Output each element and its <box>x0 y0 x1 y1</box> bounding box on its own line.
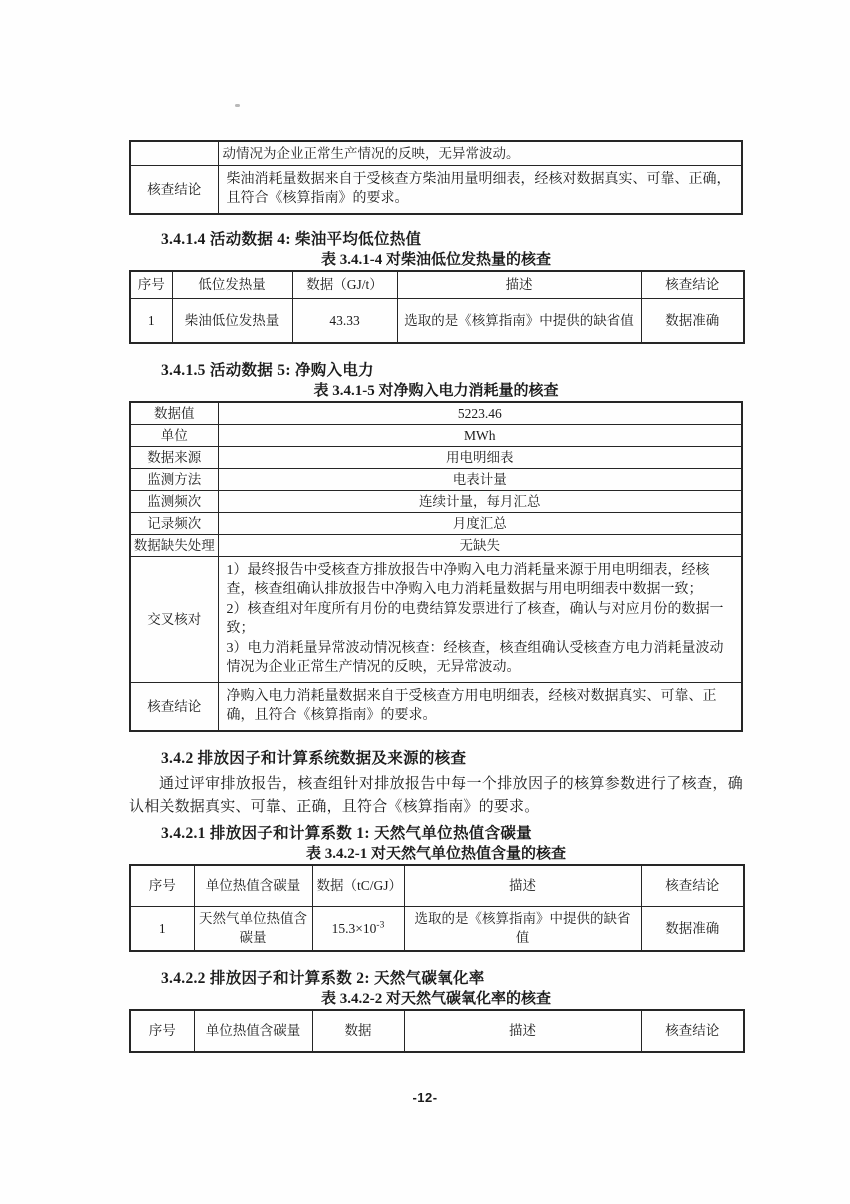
row-value-cell: 无缺失 <box>218 534 742 556</box>
row-value-cell: MWh <box>218 424 742 446</box>
table-cell: 43.33 <box>292 299 397 343</box>
row-value-cell: 电表计量 <box>218 468 742 490</box>
value-base: 15.3×10 <box>331 920 377 936</box>
table-cell: 柴油低位发热量 <box>172 299 292 343</box>
header-cell: 单位热值含碳量 <box>194 865 312 907</box>
table-cell: 1 <box>130 907 194 951</box>
table-row <box>130 424 742 446</box>
diesel-conclusion-table <box>129 140 743 215</box>
header-cell: 数据（tC/GJ） <box>312 865 404 907</box>
header-cell: 核查结论 <box>641 271 744 299</box>
section-heading-3.4.1.4: 3.4.1.4 活动数据 4: 柴油平均低位热值 <box>161 230 422 248</box>
table-row <box>130 534 742 556</box>
table-cell: 柴油消耗量数据来自于受核查方柴油用量明细表，经核对数据真实、可靠、正确，且符合《核算指南》的要求。 <box>218 165 742 214</box>
header-cell: 序号 <box>130 1010 194 1052</box>
table-row-cross-check <box>130 556 742 682</box>
header-cell: 核查结论 <box>641 1010 744 1052</box>
page-number: -12- <box>412 1090 438 1105</box>
header-cell: 描述 <box>397 271 641 299</box>
header-cell: 描述 <box>404 1010 641 1052</box>
header-cell: 单位热值含碳量 <box>194 1010 312 1052</box>
table-header-row <box>130 271 744 299</box>
section-paragraph: 通过评审排放报告，核查组针对排放报告中每一个排放因子的核算参数进行了核查，确认相关数据真实、可靠、正确，且符合《核算指南》的要求。 <box>129 775 743 815</box>
table-row <box>130 468 742 490</box>
electricity-table <box>129 401 743 732</box>
row-label-cell: 数据来源 <box>130 446 218 468</box>
row-value-cell: 净购入电力消耗量数据来自于受核查方用电明细表，经核对数据真实、可靠、正确，且符合《核算指南》的要求。 <box>218 682 742 731</box>
row-value-cell: 连续计量，每月汇总 <box>218 490 742 512</box>
table-row <box>130 402 742 425</box>
row-value-cell <box>218 556 742 682</box>
header-cell: 描述 <box>404 865 641 907</box>
row-value-cell: 用电明细表 <box>218 446 742 468</box>
row-label-cell: 监测方法 <box>130 468 218 490</box>
row-label-cell: 单位 <box>130 424 218 446</box>
table-cell <box>312 907 404 951</box>
cross-check-line: 3）电力消耗量异常波动情况核查：经核查，核查组确认受核查方电力消耗量波动情况为企业正常生产情况的反映，无异常波动。 <box>226 640 724 675</box>
table-row <box>130 490 742 512</box>
ng-oxidation-rate-table <box>129 1009 745 1053</box>
scan-speck <box>235 104 240 107</box>
page-content <box>129 140 743 1053</box>
row-label-cell: 数据缺失处理 <box>130 534 218 556</box>
table-title-3.4.1-5: 表 3.4.1-5 对净购入电力消耗量的核查 <box>313 382 559 399</box>
header-cell: 数据（GJ/t） <box>292 271 397 299</box>
table-title-3.4.2-2: 表 3.4.2-2 对天然气碳氧化率的核查 <box>321 990 551 1007</box>
table-row <box>130 299 744 343</box>
header-cell: 序号 <box>130 865 194 907</box>
header-cell: 序号 <box>130 271 172 299</box>
row-label-cell: 交叉核对 <box>130 556 218 682</box>
table-header-row <box>130 865 744 907</box>
row-label-cell: 记录频次 <box>130 512 218 534</box>
table-row <box>130 446 742 468</box>
table-row <box>130 165 742 214</box>
row-label-cell <box>130 141 218 165</box>
header-cell: 低位发热量 <box>172 271 292 299</box>
row-value-cell: 5223.46 <box>218 402 742 425</box>
row-value-cell: 月度汇总 <box>218 512 742 534</box>
table-cell: 选取的是《核算指南》中提供的缺省值 <box>397 299 641 343</box>
row-label-cell: 核查结论 <box>130 682 218 731</box>
table-cell: 天然气单位热值含碳量 <box>194 907 312 951</box>
table-header-row <box>130 1010 744 1052</box>
section-heading-3.4.2.2: 3.4.2.2 排放因子和计算系数 2: 天然气碳氧化率 <box>161 969 485 987</box>
table-cell: 数据准确 <box>641 299 744 343</box>
table-cell: 选取的是《核算指南》中提供的缺省值 <box>404 907 641 951</box>
section-heading-3.4.1.5: 3.4.1.5 活动数据 5: 净购入电力 <box>161 361 374 379</box>
header-cell: 核查结论 <box>641 865 744 907</box>
cross-check-line: 2）核查组对年度所有月份的电费结算发票进行了核查，确认与对应月份的数据一致； <box>226 601 724 636</box>
table-row <box>130 141 742 165</box>
table-row-conclusion <box>130 682 742 731</box>
ng-carbon-content-table <box>129 864 745 952</box>
cross-check-line: 1）最终报告中受核查方排放报告中净购入电力消耗量来源于用电明细表，经核查，核查组确认排放报告中净购入电力消耗量数据与用电明细表中数据一致； <box>226 562 710 597</box>
row-label-cell: 监测频次 <box>130 490 218 512</box>
section-heading-3.4.2.1: 3.4.2.1 排放因子和计算系数 1: 天然气单位热值含碳量 <box>161 824 532 842</box>
table-row <box>130 907 744 951</box>
table-title-3.4.1-4: 表 3.4.1-4 对柴油低位发热量的核查 <box>321 251 551 268</box>
table-cell: 1 <box>130 299 172 343</box>
row-label-cell: 数据值 <box>130 402 218 425</box>
section-heading-3.4.2: 3.4.2 排放因子和计算系统数据及来源的核查 <box>161 749 467 767</box>
value-exponent: -3 <box>376 920 385 931</box>
table-cell: 动情况为企业正常生产情况的反映，无异常波动。 <box>218 141 742 165</box>
table-cell: 数据准确 <box>641 907 744 951</box>
table-title-3.4.2-1: 表 3.4.2-1 对天然气单位热值含量的核查 <box>306 845 566 862</box>
diesel-ncv-table <box>129 270 745 344</box>
header-cell: 数据 <box>312 1010 404 1052</box>
table-row <box>130 512 742 534</box>
row-label-cell: 核查结论 <box>130 165 218 214</box>
